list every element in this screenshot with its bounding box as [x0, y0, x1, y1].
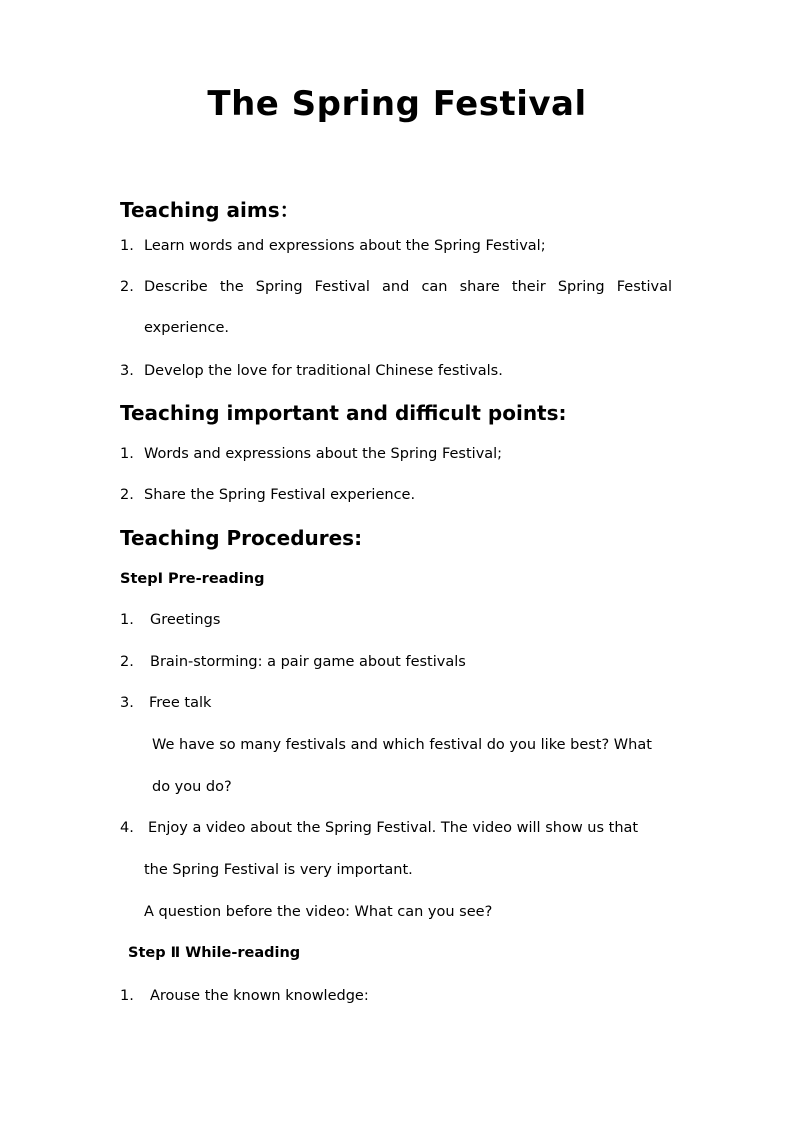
step2-item-1-number: 1.	[120, 988, 134, 1004]
aims-item-2-number: 2.	[120, 279, 134, 295]
procedures-heading: Teaching Procedures:	[120, 526, 363, 550]
aims-item-3-number: 3.	[120, 363, 134, 379]
points-item-2-number: 2.	[120, 487, 134, 503]
step1-item-4-question: A question before the video: What can you see?	[144, 904, 493, 920]
aims-item-1-text: Learn words and expressions about the Spring Festival;	[144, 238, 546, 254]
step2-item-1-text: Arouse the known knowledge:	[150, 988, 369, 1004]
step1-item-2-text: Brain-storming: a pair game about festivals	[150, 654, 466, 670]
aims-item-2-text: Describe the Spring Festival and can share their Spring Festival	[144, 279, 672, 295]
step1-item-4-continuation: the Spring Festival is very important.	[144, 862, 413, 878]
step1-item-4-number: 4.	[120, 820, 134, 836]
step1-item-3-detail-line-2: do you do?	[152, 779, 232, 795]
step1-item-3-number: 3.	[120, 695, 134, 711]
step1-item-1-text: Greetings	[150, 612, 221, 628]
step-1-label: StepⅠ Pre-reading	[120, 571, 265, 587]
points-item-1-number: 1.	[120, 446, 134, 462]
step1-item-1-number: 1.	[120, 612, 134, 628]
points-heading: Teaching important and difficult points:	[120, 401, 567, 425]
step-2-label: Step Ⅱ While-reading	[128, 945, 301, 961]
aims-item-2-continuation: experience.	[144, 320, 229, 336]
aims-heading: Teaching aims：	[120, 198, 300, 222]
points-item-1-text: Words and expressions about the Spring Festival;	[144, 446, 503, 462]
aims-item-1-number: 1.	[120, 238, 134, 254]
step1-item-3-detail-line-1: We have so many festivals and which festival do you like best? What	[152, 737, 652, 753]
step1-item-4-text: Enjoy a video about the Spring Festival. The video will show us that	[148, 820, 639, 836]
aims-item-3-text: Develop the love for traditional Chinese festivals.	[144, 363, 503, 379]
points-item-2-text: Share the Spring Festival experience.	[144, 487, 416, 503]
step1-item-3-text: Free talk	[149, 695, 212, 711]
document-title: The Spring Festival	[207, 84, 587, 124]
step1-item-2-number: 2.	[120, 654, 134, 670]
